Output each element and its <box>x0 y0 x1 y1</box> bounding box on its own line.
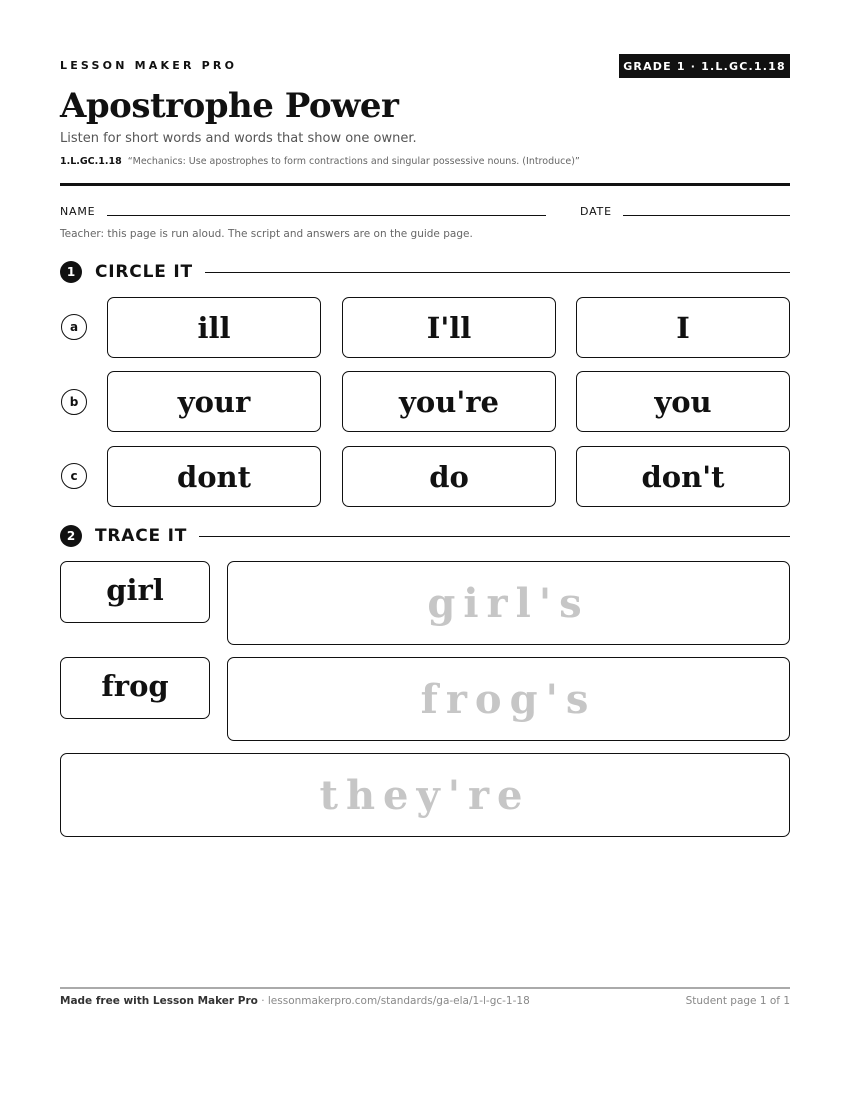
answer-choice[interactable]: don't <box>576 446 790 507</box>
header-divider <box>60 183 790 186</box>
base-word-box: frog <box>60 657 210 719</box>
answer-choice[interactable]: ill <box>107 297 321 358</box>
trace-word-box[interactable]: frog's <box>227 657 790 741</box>
answer-choice[interactable]: do <box>342 446 556 507</box>
footer-divider <box>60 987 790 989</box>
answer-choice[interactable]: I <box>576 297 790 358</box>
answer-choice[interactable]: your <box>107 371 321 432</box>
standard-line <box>60 156 580 167</box>
grade-badge: GRADE 1 · 1.L.GC.1.18 <box>619 54 790 78</box>
section-divider <box>199 536 790 537</box>
row-label-a: a <box>61 314 87 340</box>
date-label: DATE <box>580 205 612 218</box>
trace-word-box[interactable]: they're <box>60 753 790 837</box>
section-divider <box>205 272 790 273</box>
section-number-badge: 2 <box>60 525 82 547</box>
answer-choice[interactable]: dont <box>107 446 321 507</box>
name-label: NAME <box>60 205 96 218</box>
page-subtitle: Listen for short words and words that show one owner. <box>60 131 417 146</box>
answer-choice[interactable]: you're <box>342 371 556 432</box>
section-header-trace-it <box>60 524 790 548</box>
answer-choice[interactable]: I'll <box>342 297 556 358</box>
footer-made-with: Made free with Lesson Maker Pro <box>60 995 258 1007</box>
footer-credit <box>60 995 530 1007</box>
row-label-b: b <box>61 389 87 415</box>
name-field[interactable] <box>107 215 546 216</box>
section-title: CIRCLE IT <box>95 262 193 282</box>
teacher-note: Teacher: this page is run aloud. The script and answers are on the guide page. <box>60 228 473 240</box>
section-title: TRACE IT <box>95 526 188 546</box>
date-field[interactable] <box>623 215 790 216</box>
section-header-circle-it <box>60 260 790 284</box>
page-indicator: Student page 1 of 1 <box>685 995 790 1007</box>
base-word-box: girl <box>60 561 210 623</box>
footer-url[interactable]: · lessonmakerpro.com/standards/ga-ela/1-l-gc-1-18 <box>257 995 530 1007</box>
standard-description: “Mechanics: Use apostrophes to form contractions and singular possessive nouns. (Introduce)” <box>127 156 580 167</box>
standard-code: 1.L.GC.1.18 <box>60 156 122 167</box>
answer-choice[interactable]: you <box>576 371 790 432</box>
section-number-badge: 1 <box>60 261 82 283</box>
brand-name: LESSON MAKER PRO <box>60 59 238 72</box>
trace-word-box[interactable]: girl's <box>227 561 790 645</box>
row-label-c: c <box>61 463 87 489</box>
page-title: Apostrophe Power <box>60 86 399 126</box>
